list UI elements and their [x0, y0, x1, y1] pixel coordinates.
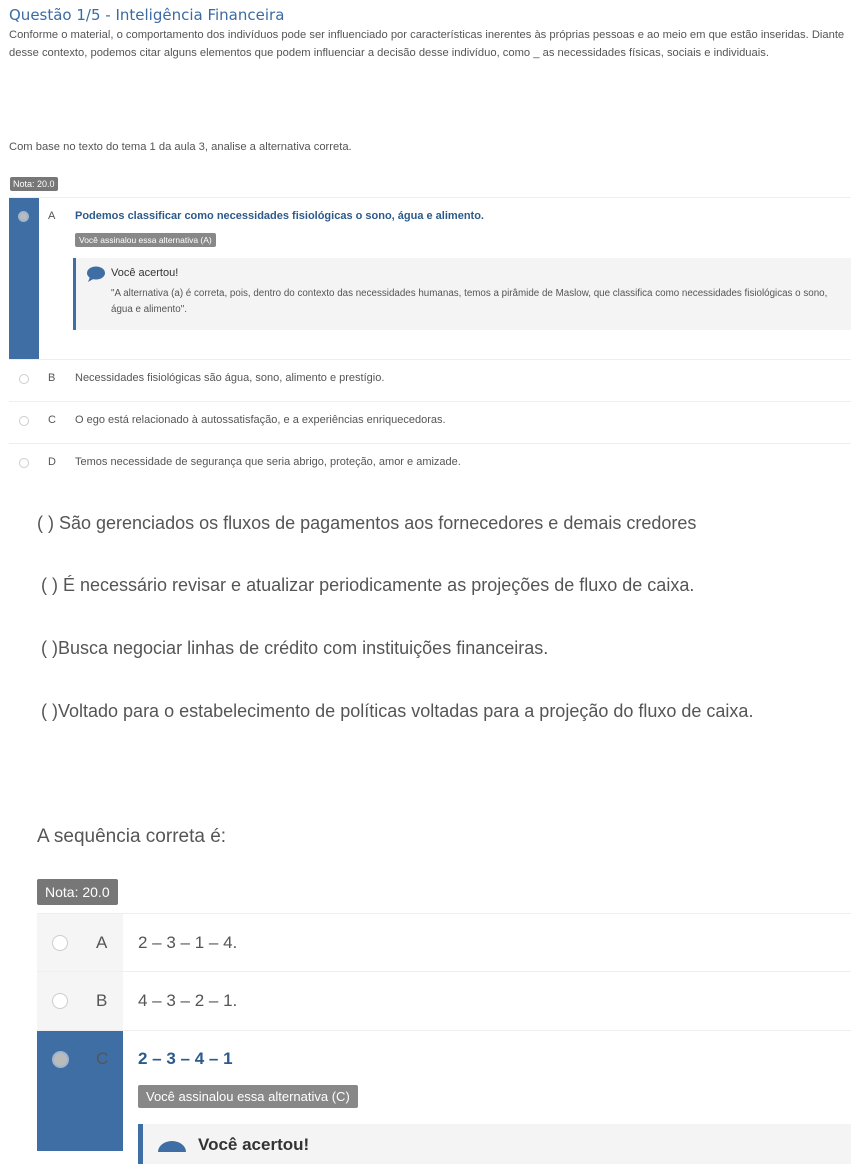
feedback-title: Você acertou!	[198, 1135, 310, 1154]
alternative-letter: C	[48, 414, 56, 426]
alternative-c[interactable]	[9, 401, 851, 443]
selected-badge: Você assinalou essa alternativa (A)	[75, 233, 216, 247]
alternative-letter: D	[48, 456, 56, 468]
statement-1: ( ) São gerenciados os fluxos de pagamentos aos fornecedores e demais credores	[37, 513, 697, 533]
alternative-a[interactable]	[9, 197, 851, 359]
statement-3: ( )Busca negociar linhas de crédito com instituições financeiras.	[41, 638, 549, 658]
question-prompt: Com base no texto do tema 1 da aula 3, analise a alternativa correta.	[9, 141, 352, 153]
alternative-text: Necessidades fisiológicas são água, sono, alimento e prestígio.	[75, 372, 385, 384]
sequence-label: A sequência correta é:	[37, 826, 227, 847]
alternative-text: 4 – 3 – 2 – 1.	[138, 991, 238, 1010]
alternative-letter: A	[96, 933, 108, 952]
alternative-gutter	[37, 972, 123, 1030]
speech-bubble-icon	[86, 266, 106, 282]
speech-bubble-icon	[157, 1138, 187, 1152]
question-text: Conforme o material, o comportamento dos indivíduos pode ser influenciado por características inerentes às próprias pessoas e ao meio em que estão inseridas. Diante desse contexto, podemos citar alguns elementos que podem influenciar a decisão desse indivíduo, como _ as necessidades físicas, sociais e individuais.	[9, 29, 845, 59]
alternative-b[interactable]	[9, 359, 851, 401]
selected-indicator	[37, 1031, 123, 1151]
alternative-c[interactable]	[37, 1030, 851, 1154]
radio-b[interactable]	[52, 993, 68, 1009]
alternative-gutter	[37, 914, 123, 971]
nota-badge: Nota: 20.0	[10, 177, 58, 191]
alternative-letter: C	[96, 1049, 109, 1068]
alternative-d[interactable]	[9, 443, 851, 484]
alternatives-list	[37, 913, 851, 1154]
alternative-letter: B	[96, 991, 108, 1010]
alternatives-list	[9, 197, 851, 484]
radio-d[interactable]	[19, 458, 29, 468]
radio-c[interactable]	[52, 1051, 69, 1068]
feedback-box	[138, 1124, 851, 1164]
radio-a[interactable]	[52, 935, 68, 951]
feedback-box	[73, 258, 851, 330]
radio-b[interactable]	[19, 374, 29, 384]
statement-4: ( )Voltado para o estabelecimento de políticas voltadas para a projeção do fluxo de caixa.	[41, 701, 754, 721]
question-title: Questão 1/5 - Inteligência Financeira	[9, 6, 285, 24]
alternative-text: Podemos classificar como necessidades fisiológicas o sono, água e alimento.	[75, 210, 484, 222]
nota-badge: Nota: 20.0	[37, 879, 118, 905]
feedback-title: Você acertou!	[111, 267, 179, 279]
radio-c[interactable]	[19, 416, 29, 426]
alternative-letter: B	[48, 372, 56, 384]
alternative-b[interactable]	[37, 971, 851, 1030]
statement-2: ( ) É necessário revisar e atualizar periodicamente as projeções de fluxo de caixa.	[41, 575, 695, 595]
radio-a[interactable]	[18, 211, 29, 222]
alternative-text: 2 – 3 – 4 – 1	[138, 1049, 233, 1068]
alternative-text: O ego está relacionado à autossatisfação, e a experiências enriquecedoras.	[75, 414, 446, 426]
alternative-a[interactable]	[37, 913, 851, 971]
selected-badge: Você assinalou essa alternativa (C)	[138, 1085, 358, 1108]
feedback-text: "A alternativa (a) é correta, pois, dentro do contexto das necessidades humanas, temos a pirâmide de Maslow, que classifica como necessidades fisiológicas o sono, água e alimento".	[111, 288, 828, 315]
alternative-text: 2 – 3 – 1 – 4.	[138, 933, 238, 952]
alternative-letter: A	[48, 210, 56, 222]
selected-indicator	[9, 198, 39, 359]
alternative-text: Temos necessidade de segurança que seria abrigo, proteção, amor e amizade.	[75, 456, 461, 468]
